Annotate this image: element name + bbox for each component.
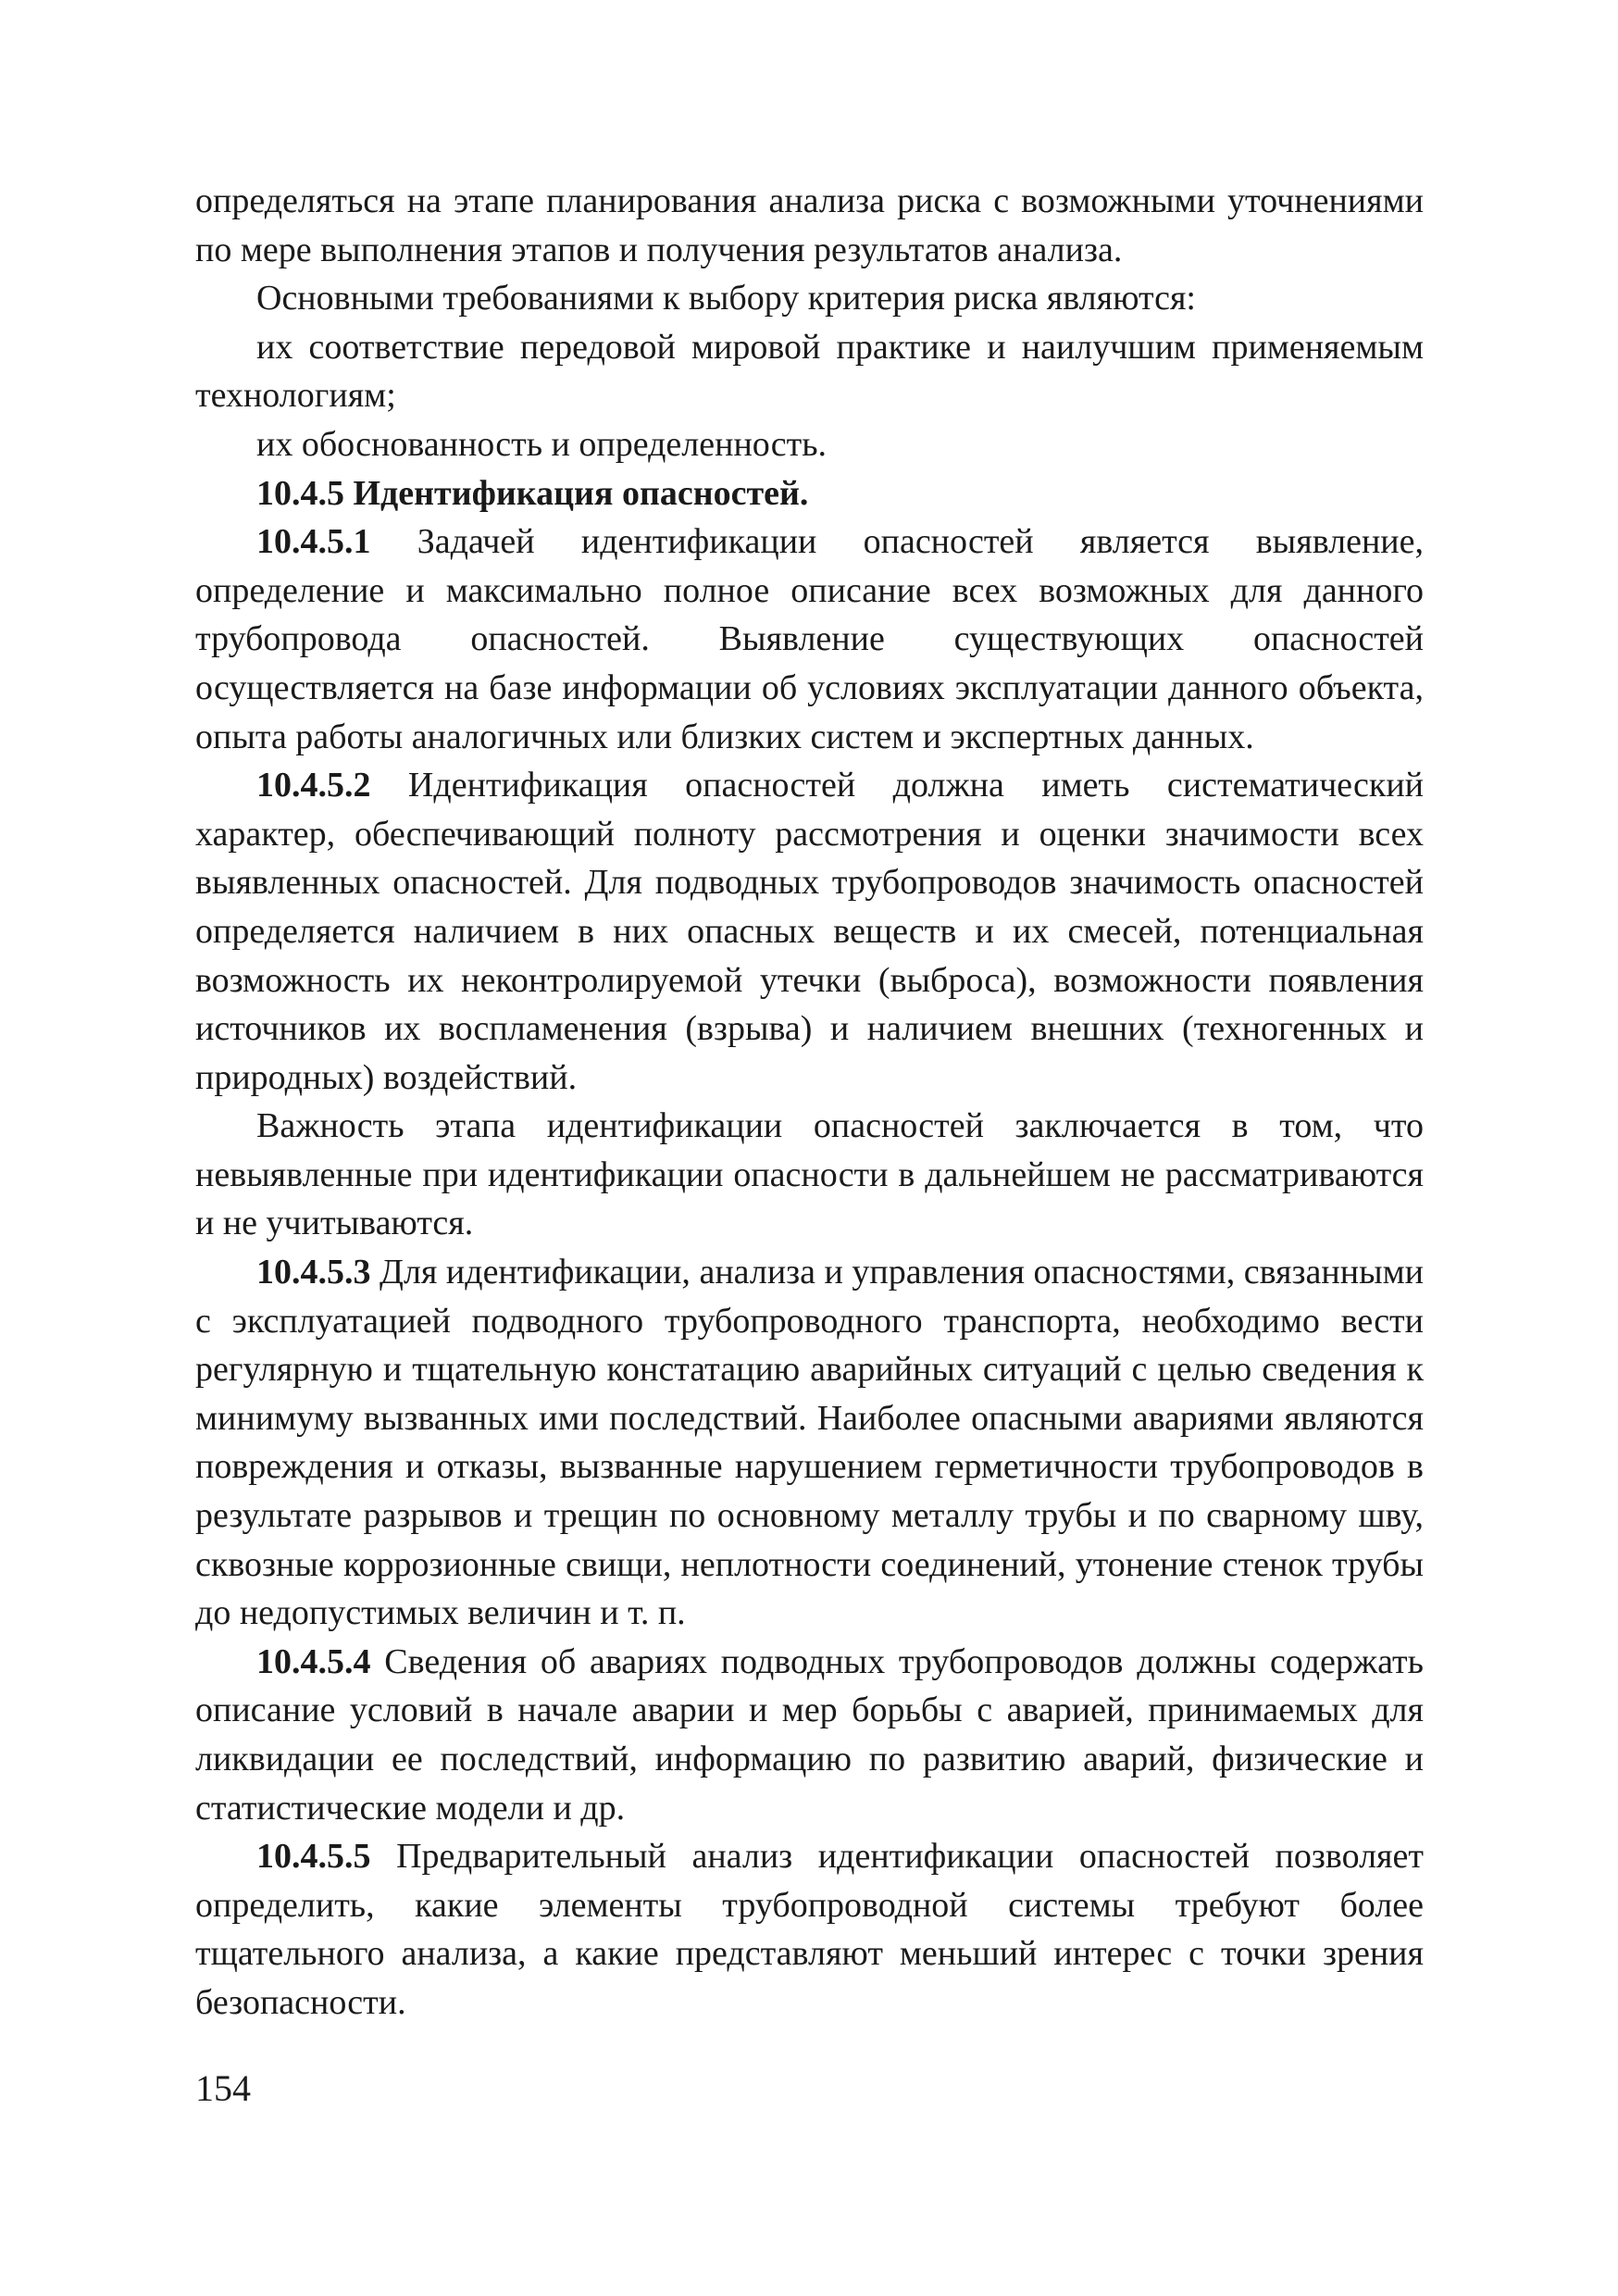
clause-text: Для идентификации, анализа и управления опасностями, связанными с эксплуатацией подводного трубопроводного транспорта, необходимо вести регулярную и тщательную констатацию аварийных ситуаций с целью сведения к минимуму вызванных ими последствий. Наиболее опасными авариями являются повреждения и отказы, вызванные нарушением герметичности трубопроводов в результате разрывов и трещин по основному металлу трубы и по сварному шву, сквозные коррозионные свищи, неплотности соединений, утонение стенок трубы до недопустимых величин и т. п. (195, 1253, 1424, 1633)
clause-text: Задачей идентификации опасностей является выявление, определение и максимально полное описание всех возможных для данного трубопровода опасностей. Выявление существующих опасностей осуществляется на базе информации об условиях эксплуатации данного объекта, опыта работы аналогичных или близких систем и экспертных данных. (195, 522, 1424, 756)
page-body (195, 177, 1424, 2028)
clause-10-4-5-1 (195, 518, 1424, 761)
paragraph-requirement-2: их обоснованность и определенность. (256, 424, 828, 464)
clause-text: Идентификация опасностей должна иметь систематический характер, обеспечивающий полноту рассмотрения и оценки значимости всех выявленных опасностей. Для подводных трубопроводов значимость опасностей определяется наличием в них опасных веществ и их смесей, потенциальная возможность их неконтролируемой утечки (выброса), возможности появления источников их воспламенения (взрыва) и наличием внешних (техногенных и природных) воздействий. (195, 766, 1424, 1097)
clause-number: 10.4.5.2 (256, 766, 371, 805)
page-number: 154 (195, 2067, 251, 2109)
clause-number: 10.4.5.5 (256, 1837, 371, 1877)
clause-number: 10.4.5.3 (256, 1253, 371, 1292)
clause-10-4-5-2 (195, 761, 1424, 1102)
clause-10-4-5-5 (195, 1832, 1424, 2027)
clause-number: 10.4.5.4 (256, 1641, 371, 1681)
paragraph-requirement-1: их соответствие передовой мировой практике и наилучшим применяемым технологиям; (195, 327, 1424, 416)
clause-text: Предварительный анализ идентификации опасностей позволяет определить, какие элементы трубопроводной системы требуют более тщательного анализа, а какие представляют меньший интерес с точки зрения безопасности. (195, 1837, 1424, 2022)
section-heading: 10.4.5 Идентификация опасностей. (256, 473, 809, 513)
paragraph-importance: Важность этапа идентификации опасностей заключается в том, что невыявленные при идентификации опасности в дальнейшем не рассматриваются и не учитываются. (195, 1106, 1424, 1243)
clause-10-4-5-3 (195, 1248, 1424, 1638)
clause-10-4-5-4 (195, 1638, 1424, 1832)
clause-number: 10.4.5.1 (256, 522, 371, 562)
paragraph-requirements-intro: Основными требованиями к выбору критерия риска являются: (256, 279, 1196, 318)
paragraph-continuation: определяться на этапе планирования анализа риска с возможными уточнениями по мере выполнения этапов и получения результатов анализа. (195, 181, 1424, 269)
clause-text: Сведения об авариях подводных трубопроводов должны содержать описание условий в начале аварии и мер борьбы с аварией, принимаемых для ликвидации ее последствий, информацию по развитию аварий, физические и статистические модели и др. (195, 1641, 1424, 1828)
